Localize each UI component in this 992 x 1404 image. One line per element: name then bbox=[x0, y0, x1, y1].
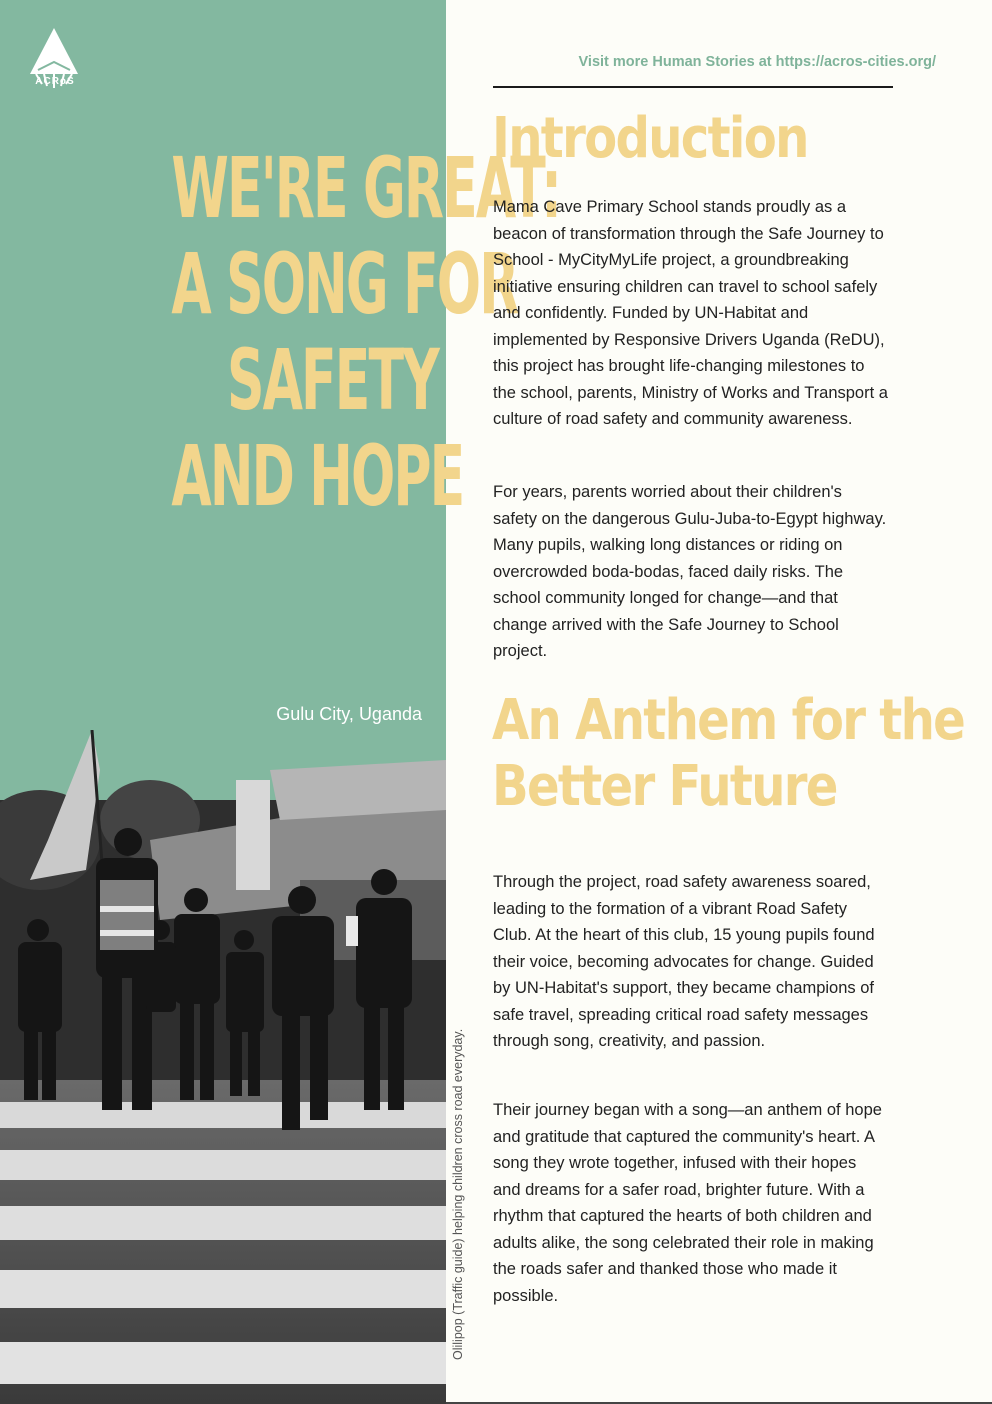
anthem-heading-line: An Anthem for the bbox=[492, 688, 965, 753]
anthem-paragraph: Through the project, road safety awareness soared, leading to the formation of a vibrant Road Safety Club. At the heart of this club, 15 young pupils found their voice, becoming advocates for change. Guided by UN-Habitat's support, they became champions of safe travel, spreading critical road safety messages through song, creativity, and passion. bbox=[493, 873, 875, 1050]
title-line: SAFETY bbox=[226, 331, 438, 429]
anthem-heading bbox=[492, 688, 964, 820]
header-divider bbox=[493, 86, 893, 88]
title-line: WE'RE GREAT: bbox=[171, 139, 561, 237]
main-title bbox=[171, 139, 561, 525]
title-line: A SONG FOR bbox=[171, 235, 518, 333]
logo-text: ACRoS bbox=[35, 76, 75, 87]
title-line: AND HOPE bbox=[171, 427, 464, 525]
anthem-paragraph: Their journey began with a song—an anthem of hope and gratitude that captured the community's heart. A song they wrote together, infused with their hopes and dreams for a safer road, brighter future. With a rhythm that captured the hearts of both children and adults alike, the song celebrated their role in making the roads safer and thanked those who made it possible. bbox=[493, 1101, 882, 1305]
anthem-heading-line: Better Future bbox=[492, 754, 837, 819]
crossing-photo bbox=[0, 730, 446, 1404]
introduction-paragraph: Mama Cave Primary School stands proudly as a beacon of transformation through the Safe Journey to School - MyCityMyLife project, a groundbreaking initiative ensuring children can travel to school safely and confidently. Funded by UN-Habitat and implemented by Responsive Drivers Uganda (ReDU), this project has brought life-changing milestones to the school, parents, Ministry of Works and Transport a culture of road safety and community awareness. bbox=[493, 198, 888, 428]
photo-caption: Olilipop (Traffic guide) helping children cross road everyday. bbox=[451, 1028, 465, 1360]
introduction-paragraph: For years, parents worried about their children's safety on the dangerous Gulu-Juba-to-Egypt highway. Many pupils, walking long distances or riding on overcrowded boda-bodas, faced daily risks. The school community longed for change—and that change arrived with the Safe Journey to School project. bbox=[493, 483, 887, 660]
human-stories-link[interactable]: Visit more Human Stories at https://acros-cities.org/ bbox=[578, 54, 936, 70]
introduction-heading: Introduction bbox=[492, 106, 808, 171]
location-label: Gulu City, Uganda bbox=[276, 704, 422, 724]
